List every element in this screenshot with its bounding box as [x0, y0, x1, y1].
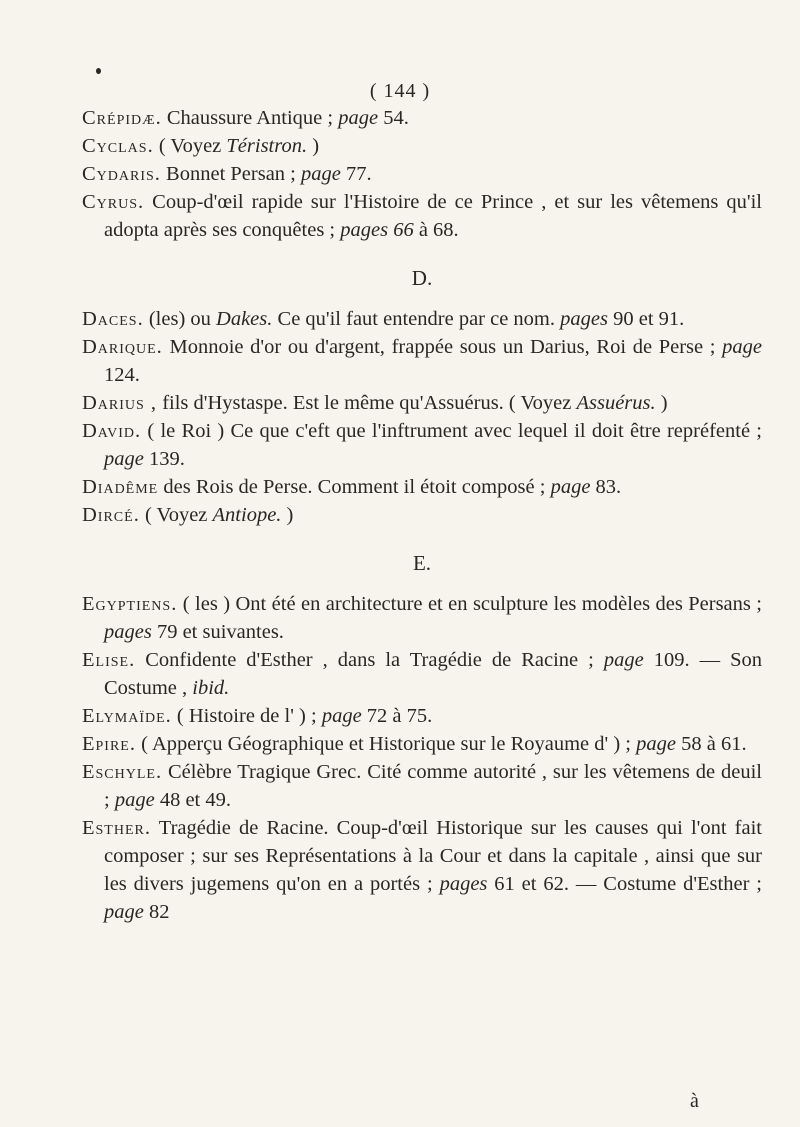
ink-spot — [96, 68, 101, 74]
index-entry: Cyrus. Coup-d'œil rapide sur l'Histoire de ce Prince , et sur les vêtemens qu'il adopta après ses conquêtes ; pages 66 à 68. — [82, 191, 763, 241]
entry-head: Diadême — [82, 476, 159, 498]
entry-head: Epire. — [82, 733, 136, 755]
index-entry: Egyptiens. ( les ) Ont été en architecture et en sculpture les modèles des Persans ; pages 79 et suivantes. — [82, 593, 762, 643]
entry-head: Elymaïde. — [82, 705, 172, 727]
index-entry: Darique. Monnoie d'or ou d'argent, frappée sous un Darius, Roi de Perse ; page 124. — [82, 336, 763, 386]
index-entry: Darius , fils d'Hystaspe. Est le même qu'Assuérus. ( Voyez Assuérus. ) — [82, 392, 668, 414]
index-entry: Cyclas. ( Voyez Téristron. ) — [82, 135, 320, 157]
index-entry: Epire. ( Apperçu Géographique et Historique sur le Royaume d' ) ; page 58 à 61. — [82, 733, 747, 755]
index-entry: Eschyle. Célèbre Tragique Grec. Cité comme autorité , sur les vêtemens de deuil ; page 48 et 49. — [82, 761, 762, 811]
entry-head: Crépidæ. — [82, 107, 162, 129]
index-entry: Dircé. ( Voyez Antiope. ) — [82, 504, 294, 526]
entry-head: Cyrus. — [82, 191, 145, 213]
index-entry: Diadême des Rois de Perse. Comment il étoit composé ; page 83. — [82, 476, 622, 498]
entry-head: Eschyle. — [82, 761, 163, 783]
entry-head: Elise. — [82, 649, 136, 671]
index-entry: Elymaïde. ( Histoire de l' ) ; page 72 à 75. — [82, 705, 433, 727]
section-letter-e: E. — [412, 551, 432, 575]
index-entry: Daces. (les) ou Dakes. Ce qu'il faut entendre par ce nom. pages 90 et 91. — [82, 308, 685, 330]
entry-head: David. — [82, 420, 142, 442]
index-entry: David. ( le Roi ) Ce que c'eft que l'inftrument avec lequel il doit être repréfenté ; page 139. — [82, 420, 763, 470]
entry-head: Egyptiens. — [82, 593, 178, 615]
entry-head: Darius , — [82, 392, 158, 414]
index-entries — [82, 104, 762, 926]
entry-head: Esther. — [82, 817, 151, 839]
page-number: ( 144 ) — [369, 80, 431, 102]
index-entry: Cydaris. Bonnet Persan ; page 77. — [82, 163, 372, 185]
entry-head: Cydaris. — [82, 163, 161, 185]
entry-head: Dircé. — [82, 504, 140, 526]
entry-head: Cyclas. — [82, 135, 154, 157]
index-entry: Esther. Tragédie de Racine. Coup-d'œil Historique sur les causes qui l'ont fait composer ; sur ses Représentations à la Cour et dans la capitale , ainsi que sur les divers jugemens qu'on en a portés ; pages 61 et 62. — Costume d'Esther ; page 82 — [82, 817, 762, 923]
index-entry: Elise. Confidente d'Esther , dans la Tragédie de Racine ; page 109. — Son Costume , ibid. — [82, 649, 763, 699]
entry-head: Darique. — [82, 336, 163, 358]
section-letter-d: D. — [411, 266, 433, 290]
entry-head: Daces. — [82, 308, 144, 330]
index-entry: Crépidæ. Chaussure Antique ; page 54. — [82, 107, 409, 129]
catchword: à — [690, 1090, 699, 1112]
